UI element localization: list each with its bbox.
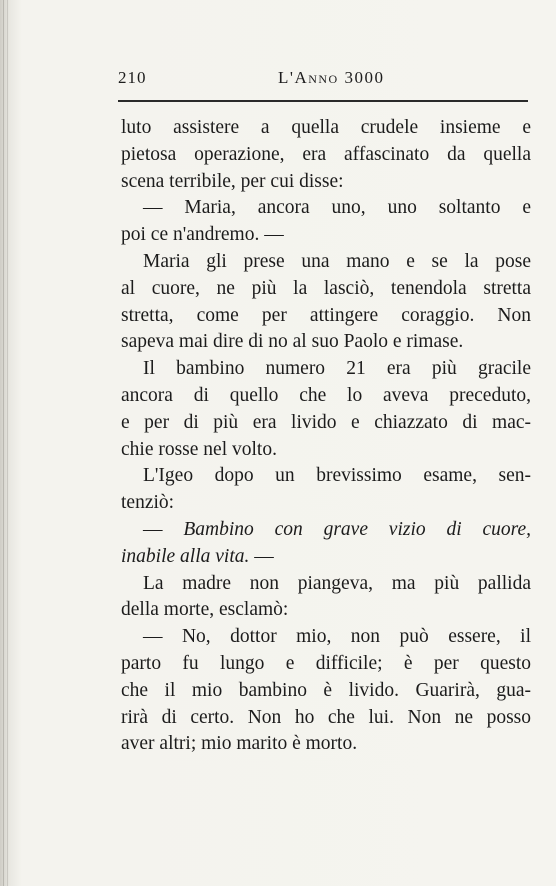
text-line: chie rosse nel volto. (121, 438, 277, 460)
text-line: sapeva mai dire di no al suo Paolo e rimase. (121, 331, 464, 353)
page-edge-line (7, 0, 8, 886)
text-line: poi ce n'andremo. — (121, 224, 284, 246)
text-line: — Maria, ancora uno, uno soltanto e (143, 197, 531, 219)
text-line: L'Igeo dopo un brevissimo esame, sen- (143, 465, 531, 487)
text-line: pietosa operazione, era affascinato da quella (121, 143, 531, 165)
text-line: stretta, come per attingere coraggio. Non (121, 304, 531, 326)
text-line (121, 544, 531, 571)
text-line: scena terribile, per cui disse: (121, 170, 344, 192)
body-text (121, 115, 531, 758)
text-line: luto assistere a quella crudele insieme e (121, 117, 531, 138)
dash: — (249, 545, 274, 567)
text-line: — No, dottor mio, non può essere, il (143, 626, 531, 648)
dash: — (143, 518, 184, 540)
text-line: aver altri; mio marito è morto. (121, 733, 358, 755)
text-line: parto fu lungo e difficile; è per questo (121, 652, 531, 674)
header-rule (118, 100, 528, 102)
text-line: Maria gli prese una mano e se la pose (143, 250, 531, 272)
text-line: tenziò: (121, 492, 175, 514)
text-line: della morte, esclamò: (121, 599, 289, 621)
text-line (121, 517, 531, 544)
italic-text: Bambino con grave vizio di cuore, (183, 518, 532, 540)
running-title: L'Anno 3000 (278, 68, 385, 87)
text-line: al cuore, ne più la lasciò, tenendola stretta (121, 277, 531, 299)
text-line: e per di più era livido e chiazzato di mac- (121, 411, 531, 433)
page-header (118, 64, 528, 90)
text-line: Il bambino numero 21 era più gracile (143, 358, 531, 380)
text-line: La madre non piangeva, ma più pallida (143, 572, 531, 594)
text-line: ancora di quello che lo aveva preceduto, (121, 384, 531, 406)
page-edge-line (3, 0, 4, 886)
page-number: 210 (118, 68, 147, 87)
text-line: che il mio bambino è livido. Guarirà, gua- (121, 679, 531, 701)
text-line: rirà di certo. Non ho che lui. Non ne posso (121, 706, 531, 728)
italic-text: inabile alla vita. (121, 545, 250, 567)
